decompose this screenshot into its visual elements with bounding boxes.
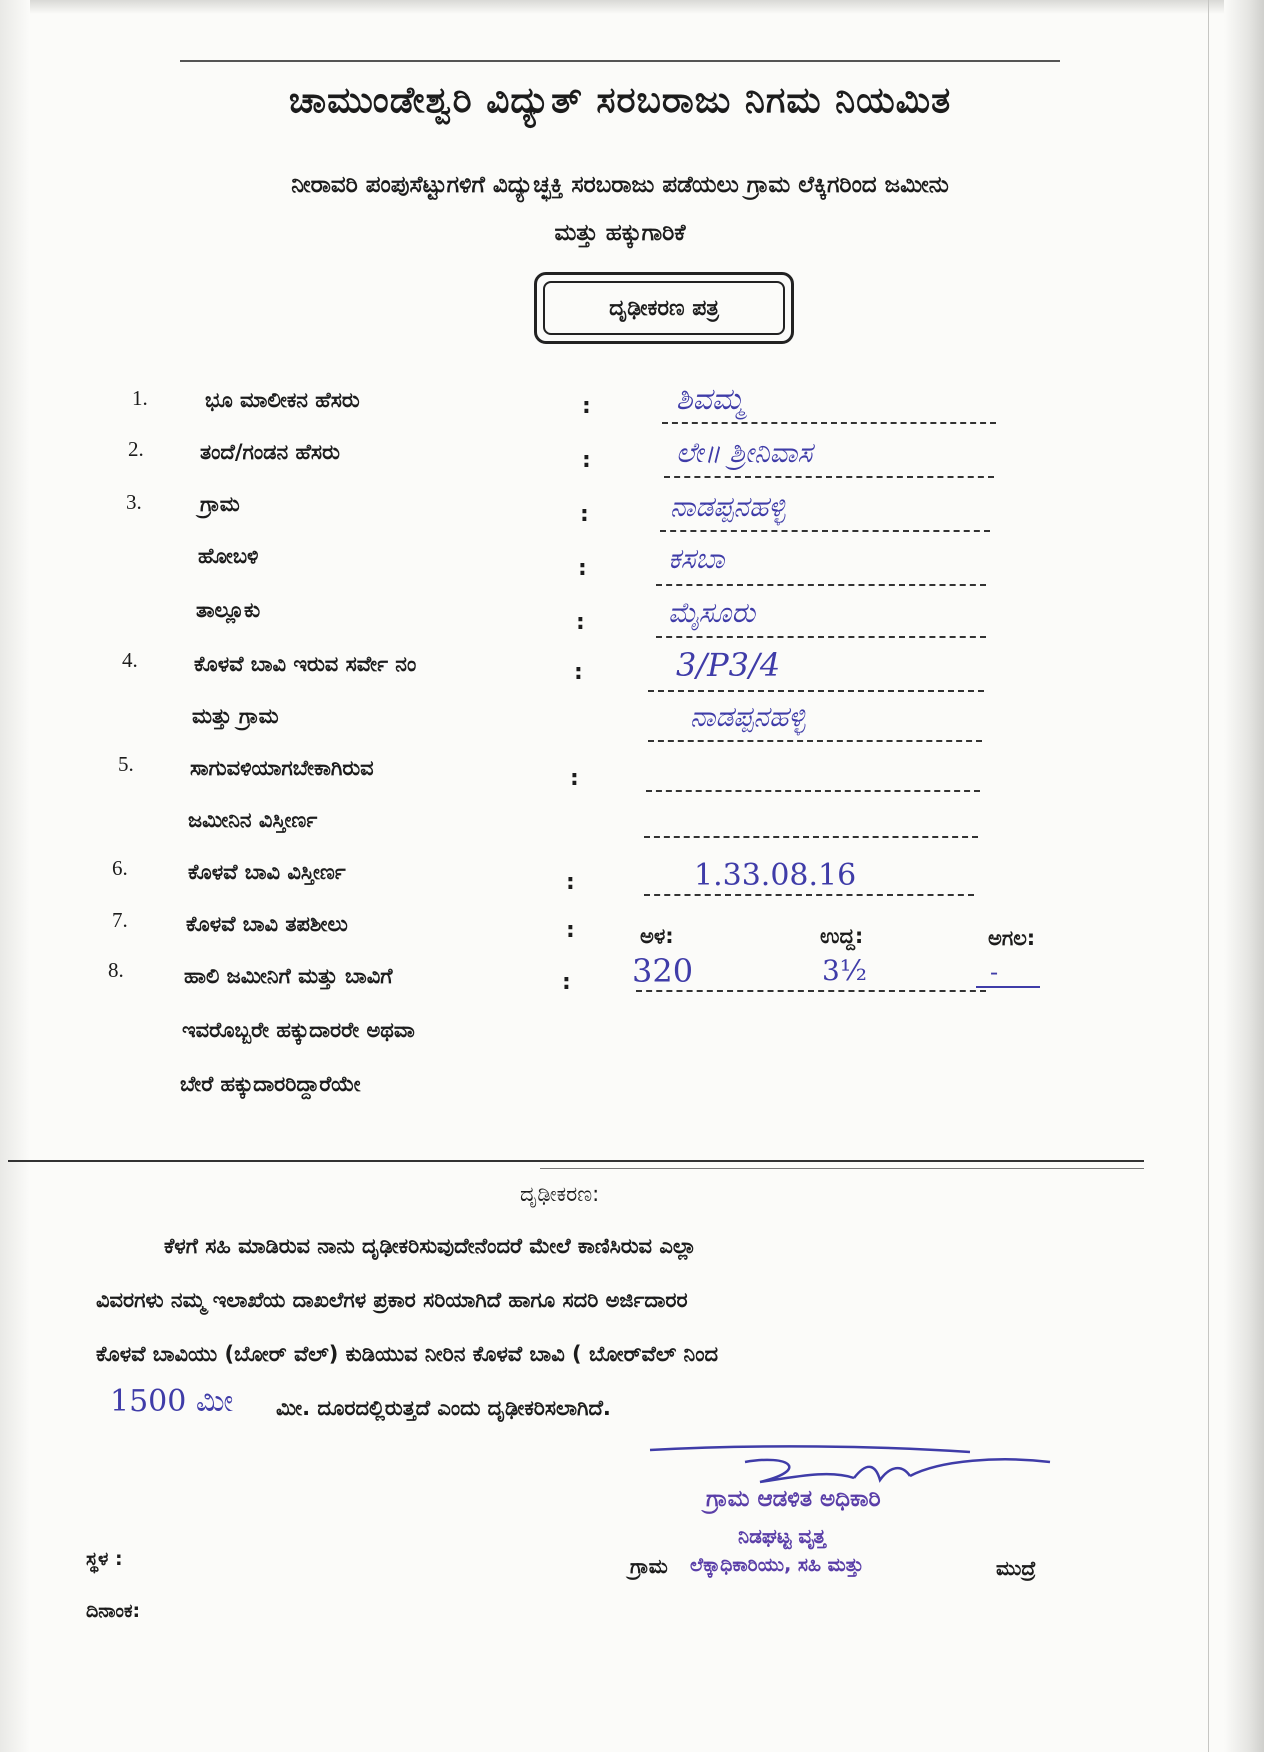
fill-line (648, 690, 984, 692)
distance-value: 1500 ಮೀ (110, 1384, 234, 1419)
declaration-heading: ದೃಢೀಕರಣ: (520, 1182, 600, 1206)
item-number: 3. (126, 490, 142, 514)
colon: : (578, 556, 587, 581)
place-label: ಸ್ಥಳ : (86, 1548, 123, 1570)
header-top-rule (180, 60, 1060, 62)
fill-line (662, 422, 996, 424)
survey-number-label: ಕೊಳವೆ ಬಾವಿ ಇರುವ ಸರ್ವೇ ನಂ (194, 652, 417, 676)
document-subtitle-line2: ಮತ್ತು ಹಕ್ಕುಗಾರಿಕೆ (554, 220, 686, 246)
fill-line (656, 636, 986, 638)
item-number: 4. (122, 648, 138, 672)
colon: : (580, 502, 589, 527)
ownership-label-line3: ಬೇರೆ ಹಕ್ಕುದಾರರಿದ್ದಾರೆಯೇ (180, 1072, 361, 1096)
declaration-separator (8, 1160, 1144, 1162)
owner-name-label: ಭೂ ಮಾಲೀಕನ ಹೆಸರು (205, 388, 360, 412)
stamp-circle-name: ನಿಡಘಟ್ಟ ವೃತ್ತ (738, 1524, 826, 1548)
paper-left-edge (0, 0, 30, 1752)
survey-number-value: 3/P3/4 (676, 646, 781, 684)
width-value-line (976, 986, 1040, 988)
declaration-line2: ವಿವರಗಳು ನಮ್ಮ ಇಲಾಖೆಯ ದಾಖಲೆಗಳ ಪ್ರಕಾರ ಸರಿಯಾಗಿದೆ ಹಾಗೂ ಸದರಿ ಅರ್ಜಿದಾರರ (96, 1288, 688, 1312)
depth-label: ಅಳ: (640, 924, 674, 948)
cultivation-label: ಸಾಗುವಳಿಯಾಗಬೇಕಾಗಿರುವ (190, 756, 374, 780)
fill-line (646, 790, 980, 792)
owner-name-value: ಶಿವಮ್ಮ (676, 382, 745, 417)
signature-caption-stamp: ಲೆಕ್ಕಾಧಿಕಾರಿಯು, ಸಹಿ ಮತ್ತು (690, 1554, 864, 1576)
village-label: ಗ್ರಾಮ (200, 492, 240, 516)
declaration-line1: ಕೆಳಗೆ ಸಹಿ ಮಾಡಿರುವ ನಾನು ದೃಢೀಕರಿಸುವುದೇನೆಂದರೆ ಮೇಲೆ ಕಾಣಿಸಿರುವ ಎಲ್ಲಾ (164, 1234, 697, 1258)
colon: : (566, 870, 575, 895)
hobli-value: ಕಸಬಾ (668, 542, 725, 575)
hobli-label: ಹೋಬಳಿ (198, 544, 259, 568)
borewell-extent-label: ಕೊಳವೆ ಬಾವಿ ವಿಸ್ತೀರ್ಣ (188, 860, 346, 884)
width-value: - (990, 958, 999, 986)
fill-line (664, 476, 994, 478)
fill-line (644, 894, 974, 896)
item-number: 1. (132, 386, 148, 410)
paper-top-edge (0, 0, 1264, 14)
village-value: ನಾಡಪ್ಪನಹಳ್ಳಿ (670, 490, 786, 523)
item-number: 7. (112, 908, 128, 932)
colon: : (582, 394, 591, 419)
fill-line (660, 530, 990, 532)
fill-line (648, 740, 982, 742)
paper-fold-line (1208, 0, 1209, 1752)
document-subtitle-line1: ನೀರಾವರಿ ಪಂಪುಸೆಟ್ಟುಗಳಿಗೆ ವಿದ್ಯುಚ್ಛಕ್ತಿ ಸರಬರಾಜು ಪಡೆಯಲು ಗ್ರಾಮ ಲೆಕ್ಕಿಗರಿಂದ ಜಮೀನು (291, 172, 949, 198)
date-label: ದಿನಾಂಕ: (86, 1600, 141, 1622)
length-label: ಉದ್ದ: (820, 924, 864, 948)
colon: : (582, 448, 591, 473)
fill-line (656, 584, 986, 586)
item-number: 2. (128, 437, 144, 461)
item-number: 6. (112, 856, 128, 880)
length-value: 3½ (822, 954, 867, 987)
colon: : (562, 970, 571, 995)
survey-village-value: ನಾಡಪ್ಪನಹಳ್ಳಿ (690, 700, 806, 733)
borewell-details-label: ಕೊಳವೆ ಬಾವಿ ತಪಶೀಲು (186, 912, 348, 936)
depth-value: 320 (632, 952, 694, 990)
colon: : (574, 660, 583, 685)
signature-caption-suffix: ಮುದ್ರೆ (996, 1556, 1036, 1580)
item-number: 5. (118, 752, 134, 776)
ownership-label-line1: ಹಾಲಿ ಜಮೀನಿಗೆ ಮತ್ತು ಬಾವಿಗೆ (184, 964, 393, 988)
colon: : (570, 766, 579, 791)
signature-caption-prefix: ಗ್ರಾಮ (630, 1554, 668, 1578)
declaration-line4: ಮೀ. ದೂರದಲ್ಲಿರುತ್ತದೆ ಎಂದು ದೃಢೀಕರಿಸಲಾಗಿದೆ. (276, 1396, 611, 1420)
declaration-separator-thin (540, 1168, 1144, 1169)
certificate-title: ದೃಢೀಕರಣ ಪತ್ರ (543, 281, 785, 335)
borewell-extent-value: 1.33.08.16 (694, 858, 857, 893)
father-husband-name-value: ಲೇ॥ ಶ್ರೀನಿವಾಸ (676, 436, 813, 469)
fill-line (636, 990, 986, 992)
document-title: ಚಾಮುಂಡೇಶ್ವರಿ ವಿದ್ಯುತ್ ಸರಬರಾಜು ನಿಗಮ ನಿಯಮಿತ (288, 80, 952, 121)
stamp-officer-title: ಗ್ರಾಮ ಆಡಳಿತ ಅಧಿಕಾರಿ (706, 1486, 881, 1512)
land-extent-label: ಜಮೀನಿನ ವಿಸ್ತೀರ್ಣ (188, 808, 318, 832)
certificate-title-box (534, 272, 794, 344)
width-label: ಅಗಲ: (988, 926, 1036, 950)
survey-village-label: ಮತ್ತು ಗ್ರಾಮ (192, 704, 279, 728)
fill-line (644, 836, 978, 838)
paper-right-edge (1224, 0, 1264, 1752)
item-number: 8. (108, 958, 124, 982)
taluk-value: ಮೈಸೂರು (668, 596, 756, 629)
declaration-line3: ಕೊಳವೆ ಬಾವಿಯು (ಬೋರ್ ವೆಲ್) ಕುಡಿಯುವ ನೀರಿನ ಕೊಳವೆ ಬಾವಿ ( ಬೋರ್‌ವೆಲ್ ನಿಂದ (96, 1342, 719, 1366)
ownership-label-line2: ಇವರೊಬ್ಬರೇ ಹಕ್ಕುದಾರರೇ ಅಥವಾ (182, 1018, 415, 1042)
colon: : (566, 918, 575, 943)
taluk-label: ತಾಲ್ಲೂಕು (196, 598, 261, 622)
father-husband-name-label: ತಂದೆ/ಗಂಡನ ಹೆಸರು (200, 440, 340, 464)
colon: : (576, 610, 585, 635)
